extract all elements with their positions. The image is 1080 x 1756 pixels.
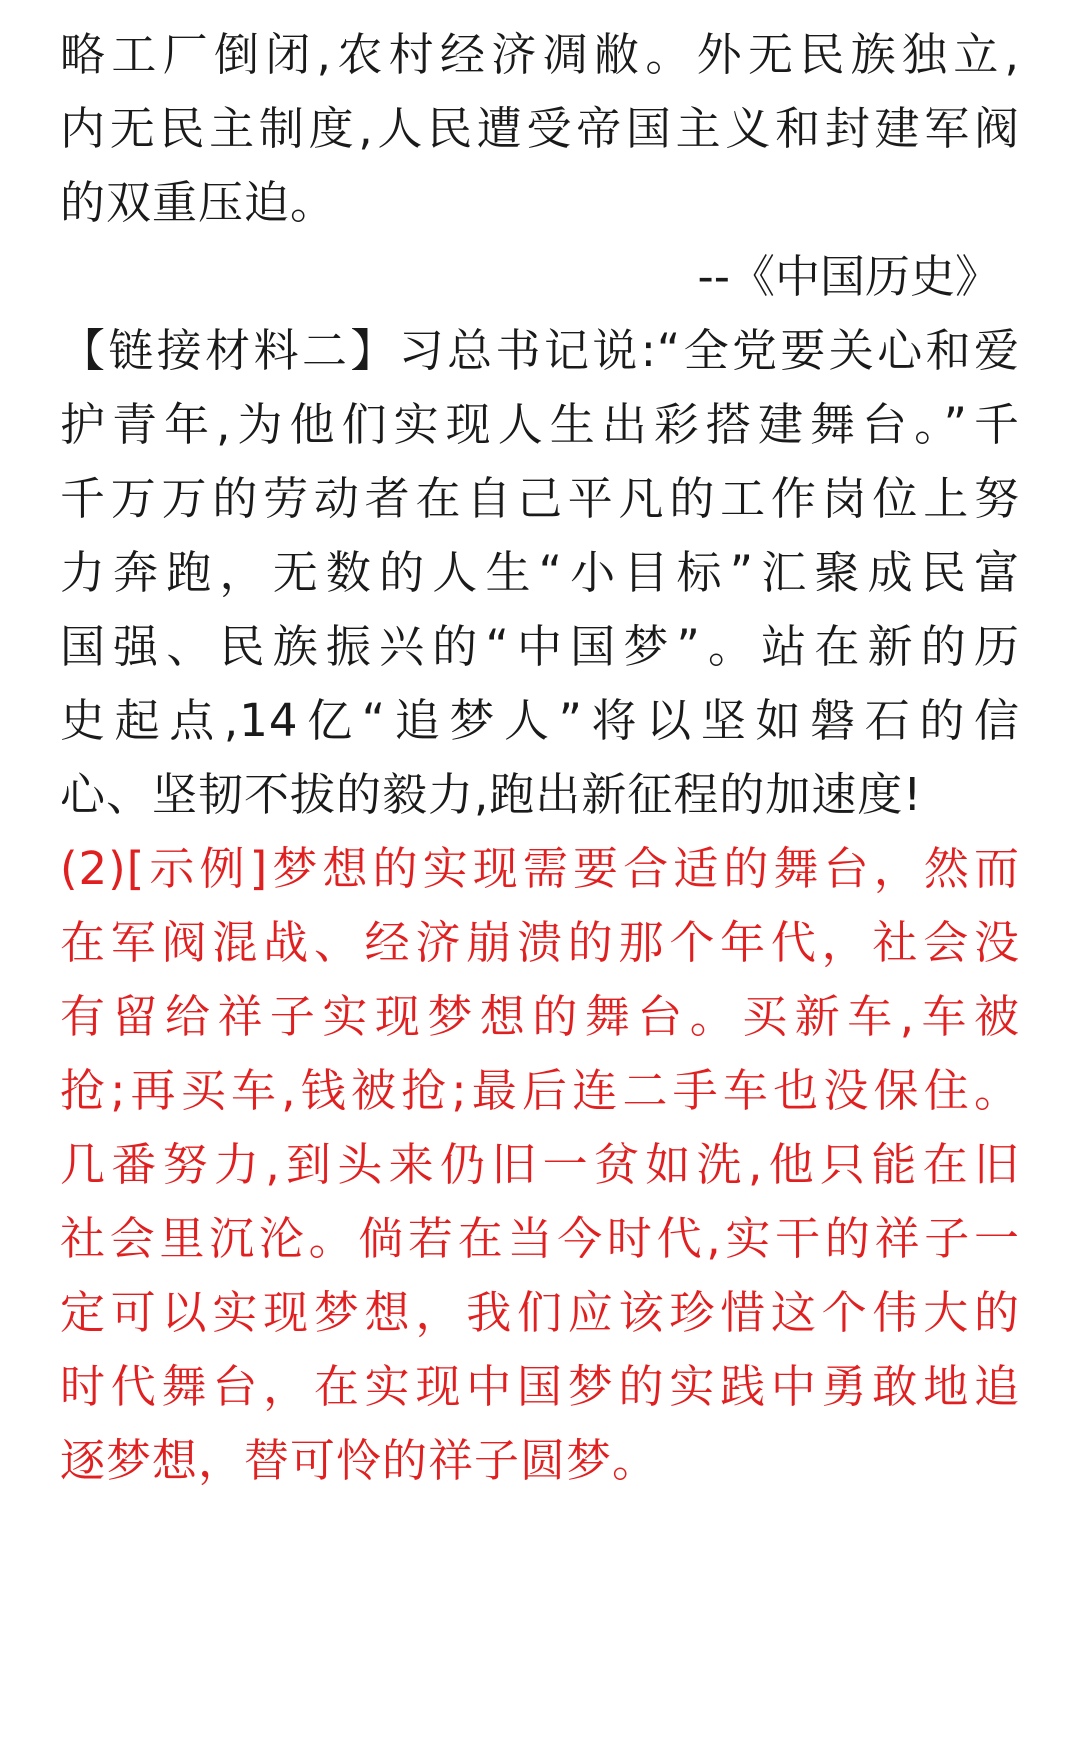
- material-one-line: 内无民主制度,人民遭受帝国主义和封建军阀: [60, 102, 1020, 155]
- answer-line: 社会里沉沦。倘若在当今时代,实干的祥子一: [60, 1212, 1020, 1265]
- answer-line: 在军阀混战、经济崩溃的那个年代，社会没: [60, 916, 1020, 969]
- material-one-line: 略工厂倒闭,农村经济凋敝。外无民族独立,: [60, 28, 1020, 81]
- answer-line: 时代舞台，在实现中国梦的实践中勇敢地追: [60, 1360, 1020, 1413]
- material-two-line: 【链接材料二】习总书记说:“全党要关心和爱: [60, 324, 1020, 377]
- material-two-line: 护青年,为他们实现人生出彩搭建舞台。”千: [60, 398, 1020, 451]
- answer-line: 几番努力,到头来仍旧一贫如洗,他只能在旧: [60, 1138, 1020, 1191]
- answer-line: 抢;再买车,钱被抢;最后连二手车也没保住。: [60, 1064, 1020, 1117]
- answer-line: (2)[示例]梦想的实现需要合适的舞台，然而: [60, 842, 1020, 895]
- material-two-line: 国强、民族振兴的“中国梦”。站在新的历: [60, 620, 1020, 673]
- material-two-line: 心、坚韧不拔的毅力,跑出新征程的加速度!: [60, 768, 923, 821]
- answer-line: 逐梦想，替可怜的祥子圆梦。: [60, 1434, 659, 1487]
- answer-line: 定可以实现梦想，我们应该珍惜这个伟大的: [60, 1286, 1020, 1339]
- material-two-line: 力奔跑，无数的人生“小目标”汇聚成民富: [60, 546, 1020, 599]
- material-two-line: 史起点,14亿“追梦人”将以坚如磐石的信: [60, 694, 1020, 747]
- answer-line: 有留给祥子实现梦想的舞台。买新车,车被: [60, 990, 1020, 1043]
- material-one-line: 的双重压迫。: [60, 176, 337, 229]
- material-one-source: --《中国历史》: [697, 250, 1000, 303]
- material-two-line: 千万万的劳动者在自己平凡的工作岗位上努: [60, 472, 1020, 525]
